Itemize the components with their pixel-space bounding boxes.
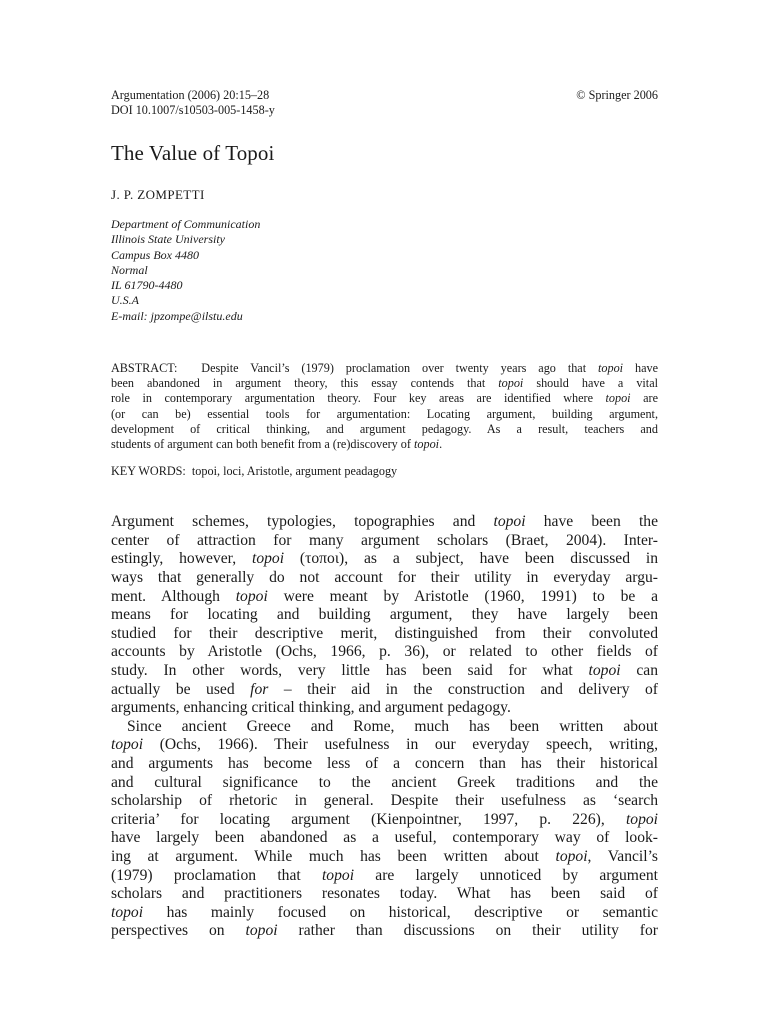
affiliation-university: Illinois State University [111, 232, 225, 247]
paragraph-1 [111, 513, 658, 718]
affiliation-country: U.S.A [111, 293, 139, 308]
body-line: studied for their descriptive merit, distinguished from their convoluted [111, 624, 658, 642]
abstract-line: role in contemporary argumentation theory. Four key areas are identified where topoi are [111, 391, 658, 406]
body-line: criteria’ for locating argument (Kienpointner, 1997, p. 226), topoi [111, 810, 658, 828]
keywords-list: topoi, loci, Aristotle, argument peadagogy [191, 464, 398, 479]
author-email[interactable]: E-mail: jpzompe@ilstu.edu [111, 308, 243, 323]
citation-block [111, 88, 275, 118]
body-line: scholarship of rhetoric in general. Despite their usefulness as ‘search [111, 792, 658, 810]
abstract [111, 361, 658, 452]
body-line: have largely been abandoned as a useful, contemporary way of look- [111, 829, 658, 847]
body-line: topoi has mainly focused on historical, descriptive or semantic [111, 903, 658, 921]
paragraph-2 [111, 718, 658, 941]
abstract-label: ABSTRACT: [111, 361, 178, 376]
journal-page [111, 88, 658, 941]
body-line: arguments, enhancing critical thinking, and argument pedagogy. [111, 699, 511, 717]
abstract-line: ABSTRACT: Despite Vancil’s (1979) proclamation over twenty years ago that topoi have [111, 361, 659, 376]
affiliation-city: Normal [111, 262, 148, 277]
article-title: The Value of Topoi [111, 141, 275, 165]
body-line: Since ancient Greece and Rome, much has been written about [127, 717, 658, 735]
author-name: J. P. ZOMPETTI [111, 187, 205, 202]
journal-citation: Argumentation (2006) 20:15–28 [111, 88, 270, 102]
affiliation-department: Department of Communication [111, 217, 261, 231]
body-line: perspectives on topoi rather than discussions on their utility for [111, 922, 658, 940]
body-line: topoi (Ochs, 1966). Their usefulness in our everyday speech, writing, [111, 736, 658, 754]
affiliation-state-zip: IL 61790-4480 [111, 278, 183, 293]
body-line: and cultural significance to the ancient Greek traditions and the [111, 773, 658, 791]
abstract-line: (or can be) essential tools for argumentation: Locating argument, building argument, [111, 406, 658, 421]
abstract-line: development of critical thinking, and argument pedagogy. As a result, teachers and [111, 421, 658, 436]
keywords-label: KEY WORDS: [111, 464, 186, 479]
author-affiliation [111, 217, 658, 324]
body-line: ways that generally do not account for their utility in everyday argu- [111, 569, 658, 587]
body-line: (1979) proclamation that topoi are largely unnoticed by argument [111, 866, 658, 884]
abstract-line: students of argument can both benefit from a (re)discovery of topoi. [111, 437, 443, 452]
body-line: study. In other words, very little has been said for what topoi can [111, 662, 659, 680]
body-line: accounts by Aristotle (Ochs, 1966, p. 36), or related to other fields of [111, 643, 658, 661]
body-line: and arguments has become less of a concern than has their historical [111, 755, 658, 773]
body-line: ment. Although topoi were meant by Aristotle (1960, 1991) to be a [111, 587, 658, 605]
body-line: ing at argument. While much has been written about topoi, Vancil’s [111, 847, 658, 865]
article-body [111, 513, 658, 941]
copyright-notice: © Springer 2006 [576, 88, 658, 102]
body-line: Argument schemes, typologies, topographies and topoi have been the [111, 513, 658, 531]
body-line: actually be used for – their aid in the construction and delivery of [111, 680, 658, 698]
doi[interactable]: DOI 10.1007/s10503-005-1458-y [111, 103, 275, 117]
keywords [111, 464, 658, 479]
abstract-line: been abandoned in argument theory, this essay contends that topoi should have a vital [111, 376, 658, 391]
running-header [111, 88, 658, 118]
body-line: estingly, however, topoi (τοποι), as a subject, have been discussed in [111, 550, 658, 568]
body-line: center of attraction for many argument scholars (Braet, 2004). Inter- [111, 531, 658, 549]
body-line: scholars and practitioners resonates today. What has been said of [111, 885, 658, 903]
affiliation-box: Campus Box 4480 [111, 247, 199, 262]
body-line: means for locating and building argument, they have largely been [111, 606, 658, 624]
